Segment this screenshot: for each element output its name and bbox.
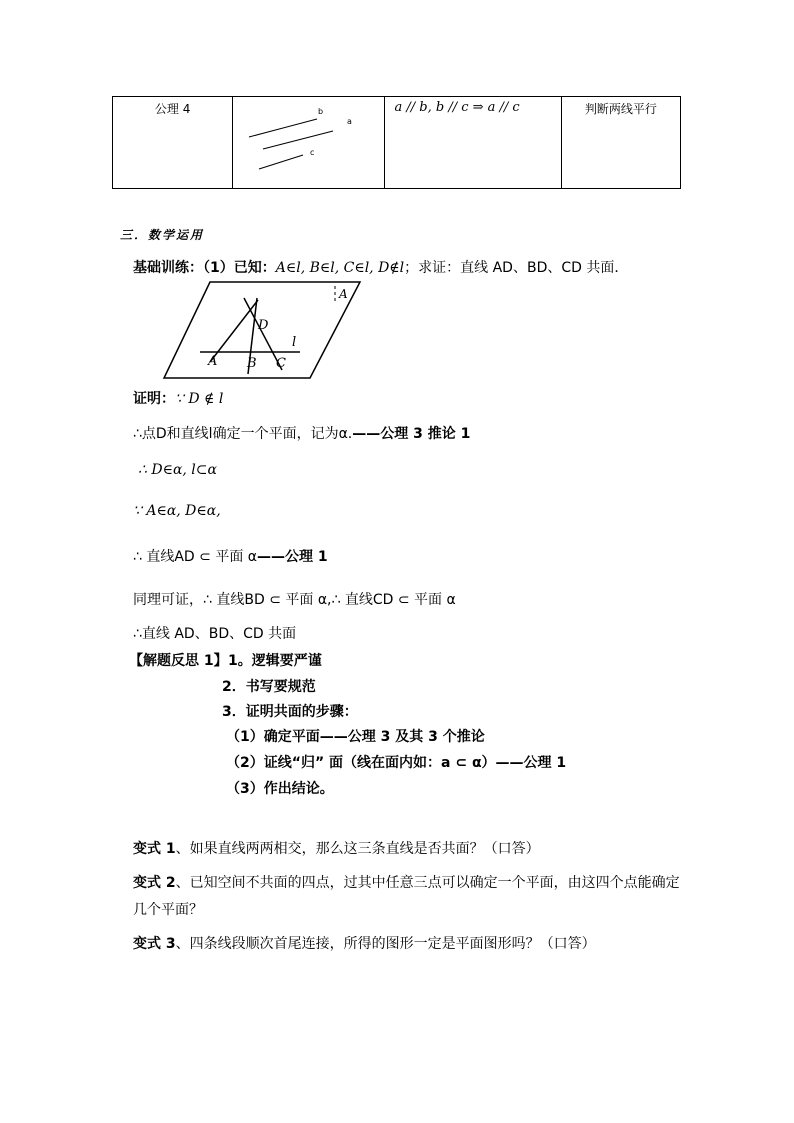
proof-line-2: [133, 423, 470, 443]
line-a: [263, 131, 333, 149]
axiom-formula-cell: [384, 97, 561, 189]
variant-3: [133, 933, 596, 953]
line-c: [259, 155, 303, 169]
reflection-item-6: （3）作出结论。: [226, 781, 334, 797]
label-b: b: [318, 107, 324, 116]
variant-1-label: 变式 1: [133, 841, 176, 857]
variant-3-text: 、四条线段顺次首尾连接，所得的图形一定是平面图形吗？（口答）: [175, 936, 596, 952]
proof-line-3: ∴ D∈α, l⊂α: [138, 462, 217, 478]
proof-line-5: [133, 546, 328, 566]
label-A: A: [208, 354, 218, 369]
reflection-item-4: （1）确定平面——公理 3 及其 3 个推论: [226, 729, 485, 745]
axiom-formula: a // b, b // c ⇒ a // c: [394, 100, 520, 115]
reflection-item-5: （2）证线“归” 面（线在面内如：a ⊂ α）——公理 1: [226, 755, 567, 771]
label-c: c: [310, 148, 315, 157]
proof-given: ∵ D ∉ l: [175, 391, 224, 407]
section-title: 三．数学运用: [120, 228, 205, 242]
plane-figure: [160, 278, 365, 383]
label-A-top: A: [339, 287, 348, 301]
proof-ref-2: ——公理 3 推论 1: [352, 426, 471, 442]
proof-step-2: ∴点D和直线l确定一个平面，记为α.: [133, 426, 353, 442]
proof-step-5: ∴ 直线AD ⊂ 平面 α: [133, 549, 258, 565]
label-D: D: [258, 318, 269, 333]
variant-1: [133, 838, 540, 858]
proof-line-7: ∴直线 AD、BD、CD 共面: [133, 626, 297, 642]
label-C: C: [276, 356, 286, 371]
axiom-figure-cell: [233, 97, 384, 189]
proof-label: 证明：: [133, 391, 175, 407]
variant-1-text: 、如果直线两两相交，那么这三条直线是否共面？（口答）: [175, 841, 540, 857]
variant-2-cont: 几个平面？: [133, 902, 203, 918]
proof-ref-5: ——公理 1: [257, 549, 328, 565]
axiom-use-cell: [561, 97, 680, 189]
proof-line-4: ∵ A∈α, D∈α,: [133, 503, 221, 519]
axiom-name-cell: [113, 97, 233, 189]
example-givens: A∈l, B∈l, C∈l, D∉l: [275, 260, 405, 276]
label-B: B: [247, 356, 257, 371]
variant-3-label: 变式 3: [133, 936, 176, 952]
parallel-lines-figure: [233, 97, 387, 185]
reflection-item-3: 3．证明共面的步骤：: [222, 704, 358, 720]
label-l: l: [292, 335, 297, 350]
example-statement: [133, 257, 628, 277]
reflection-label: 【解题反思 1】: [129, 653, 228, 669]
axiom-name: 公理 4: [154, 102, 191, 116]
example-task: ；求证：直线 AD、BD、CD 共面．: [404, 260, 629, 276]
proof-line-1: [133, 388, 223, 408]
example-lead: 基础训练：（1）已知：: [133, 260, 276, 276]
axiom-use: 判断两线平行: [584, 102, 657, 116]
axiom-table: [112, 96, 681, 189]
table-row: [113, 97, 681, 189]
variant-2: [133, 872, 680, 892]
reflection-item-2: 2．书写要规范: [222, 679, 316, 695]
label-a: a: [347, 117, 353, 126]
line-b: [249, 119, 317, 137]
reflection-item-1: 1。逻辑要严谨: [228, 653, 322, 669]
variant-2-text: 、已知空间不共面的四点，过其中任意三点可以确定一个平面，由这四个点能确定: [175, 875, 680, 891]
proof-line-6: 同理可证，∴ 直线BD ⊂ 平面 α,∴ 直线CD ⊂ 平面 α: [133, 592, 456, 608]
variant-2-label: 变式 2: [133, 875, 176, 891]
